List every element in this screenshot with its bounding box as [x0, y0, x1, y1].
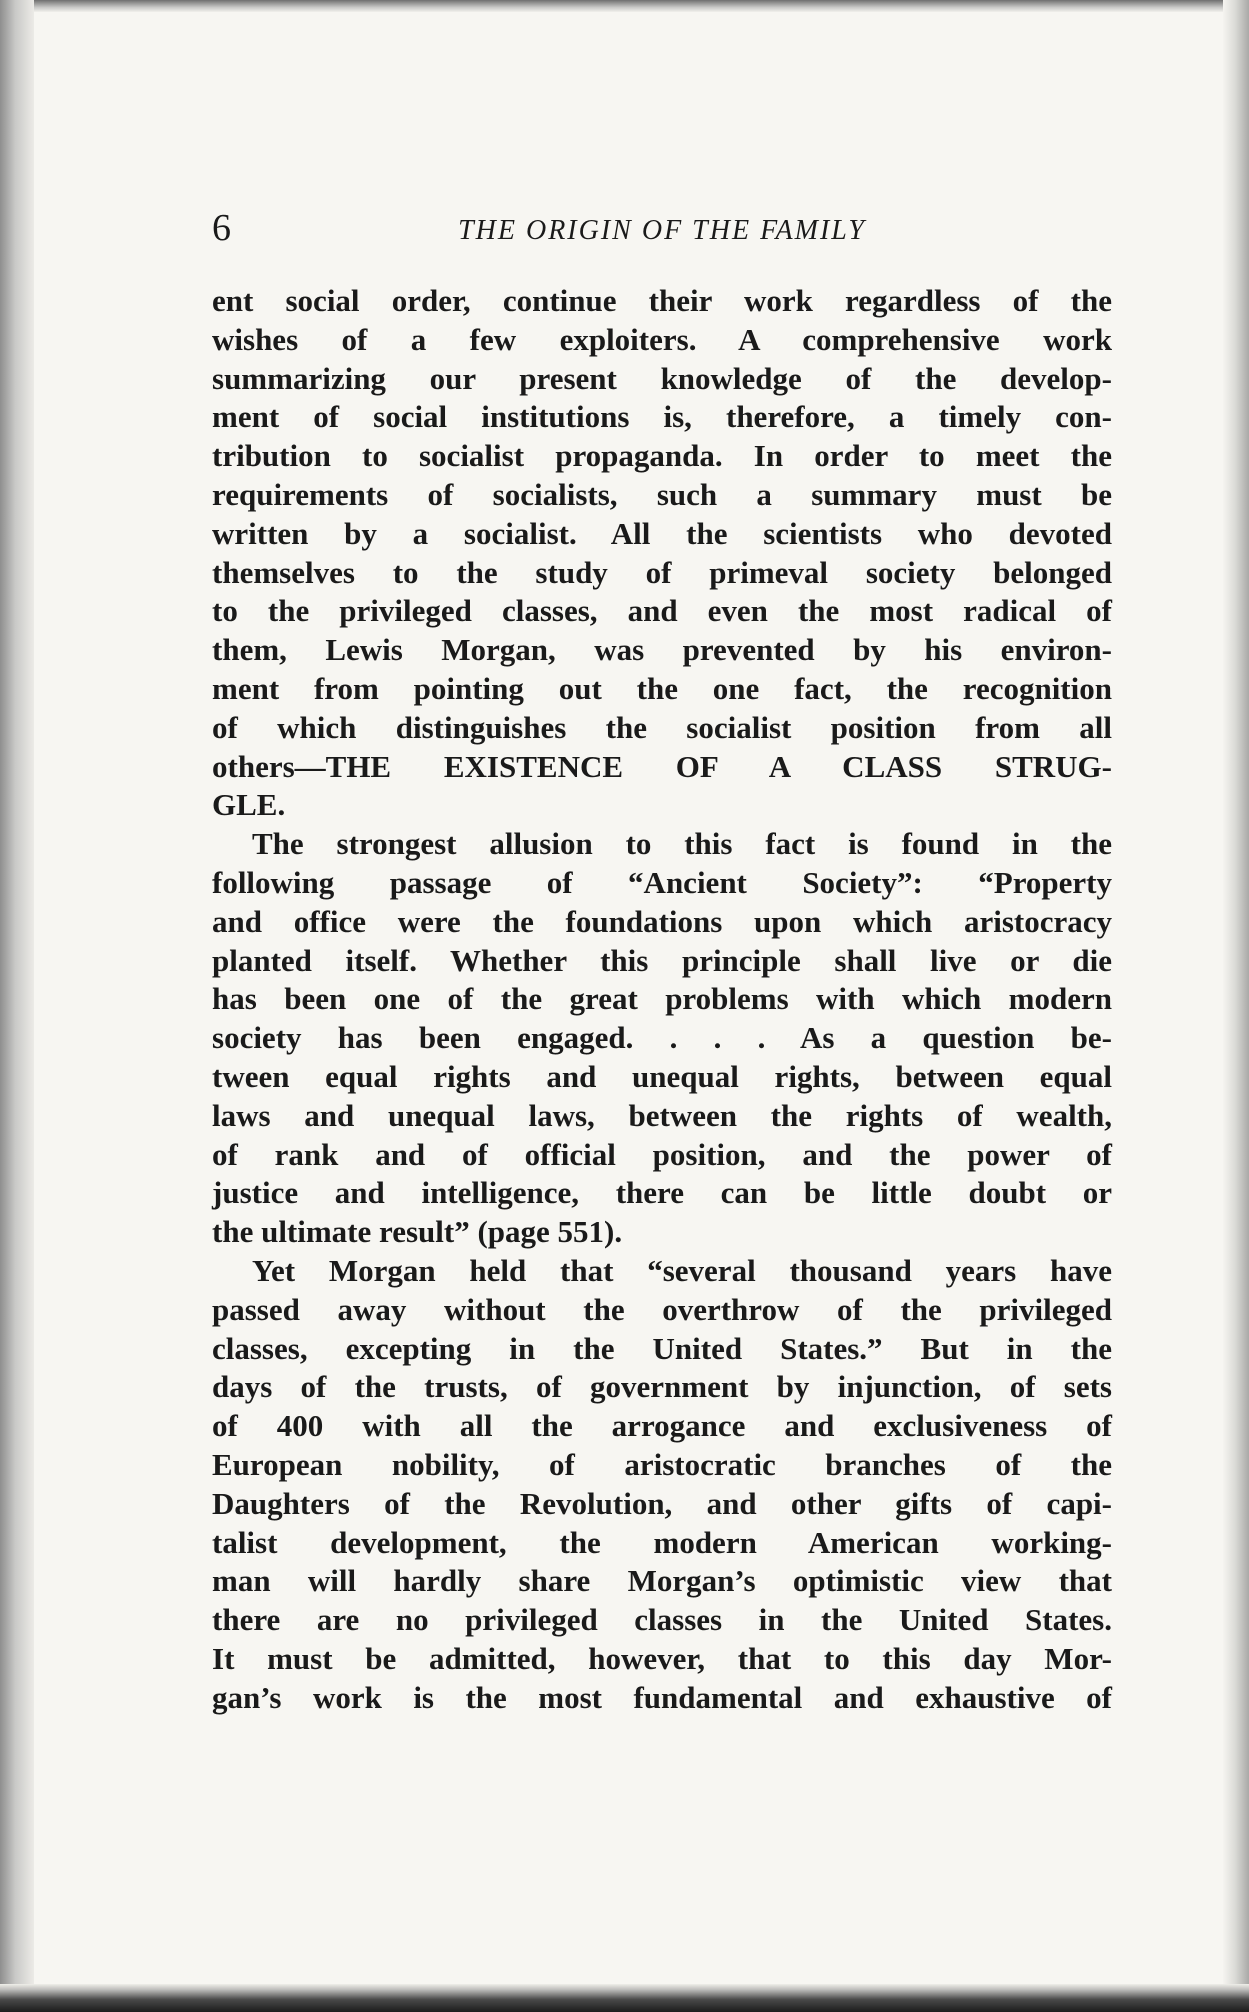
body-text — [212, 282, 1112, 1717]
text-line: The strongest allusion to this fact is found in the — [252, 826, 1112, 862]
running-title: THE ORIGIN OF THE FAMILY — [458, 215, 866, 246]
text-line: Yet Morgan held that “several thousand years have — [252, 1252, 1112, 1288]
text-line: themselves to the study of primeval society belonged — [212, 554, 1112, 590]
text-line: of rank and of official position, and the power of — [212, 1136, 1112, 1172]
text-line: to the privileged classes, and even the most radical of — [212, 593, 1112, 629]
text-line: written by a socialist. All the scientists who devoted — [212, 515, 1112, 551]
text-line: ent social order, continue their work regardless of the — [212, 283, 1112, 318]
text-line: gan’s work is the most fundamental and exhaustive of — [212, 1679, 1112, 1715]
scan-edge-top — [0, 0, 1249, 12]
text-line: laws and unequal laws, between the rights of wealth, — [212, 1097, 1112, 1133]
text-line: tween equal rights and unequal rights, between equal — [212, 1058, 1112, 1094]
text-line: summarizing our present knowledge of the develop- — [212, 360, 1112, 396]
text-line: has been one of the great problems with which modern — [212, 981, 1112, 1017]
scan-edge-bottom — [0, 1984, 1249, 2012]
scan-edge-left — [0, 0, 34, 2012]
text-line: GLE. — [212, 787, 286, 823]
text-line: others—THE EXISTENCE OF A CLASS STRUG- — [212, 748, 1112, 784]
text-line: the ultimate result” (page 551). — [212, 1214, 623, 1250]
text-line: wishes of a few exploiters. A comprehensive work — [212, 321, 1112, 357]
text-line: talist development, the modern American working- — [212, 1524, 1112, 1560]
text-line: there are no privileged classes in the United States. — [212, 1602, 1112, 1638]
page-number: 6 — [212, 207, 231, 249]
text-line: planted itself. Whether this principle shall live or die — [212, 942, 1112, 978]
text-line: of 400 with all the arrogance and exclusiveness of — [212, 1408, 1112, 1444]
text-line: of which distinguishes the socialist position from all — [212, 709, 1112, 745]
text-line: classes, excepting in the United States.” But in the — [212, 1330, 1112, 1366]
scan-edge-right — [1223, 0, 1249, 2012]
text-line: justice and intelligence, there can be little doubt or — [212, 1175, 1112, 1211]
text-line: society has been engaged. . . . As a question be- — [212, 1020, 1112, 1056]
text-line: It must be admitted, however, that to this day Mor- — [212, 1640, 1112, 1676]
text-line: requirements of socialists, such a summary must be — [212, 476, 1112, 512]
text-line: Daughters of the Revolution, and other gifts of capi- — [212, 1485, 1112, 1521]
text-line: following passage of “Ancient Society”: “Property — [212, 864, 1112, 900]
text-line: days of the trusts, of government by injunction, of sets — [212, 1369, 1112, 1405]
text-line: European nobility, of aristocratic branches of the — [212, 1446, 1112, 1482]
page-header — [212, 203, 1112, 253]
text-line: ment of social institutions is, therefore, a timely con- — [212, 399, 1112, 435]
text-line: them, Lewis Morgan, was prevented by his environ- — [212, 632, 1112, 668]
text-line: man will hardly share Morgan’s optimistic view that — [212, 1563, 1112, 1599]
text-line: and office were the foundations upon which aristocracy — [212, 903, 1112, 939]
text-line: passed away without the overthrow of the privileged — [212, 1291, 1112, 1327]
text-line: ment from pointing out the one fact, the recognition — [212, 670, 1112, 706]
text-line: tribution to socialist propaganda. In order to meet the — [212, 438, 1112, 474]
